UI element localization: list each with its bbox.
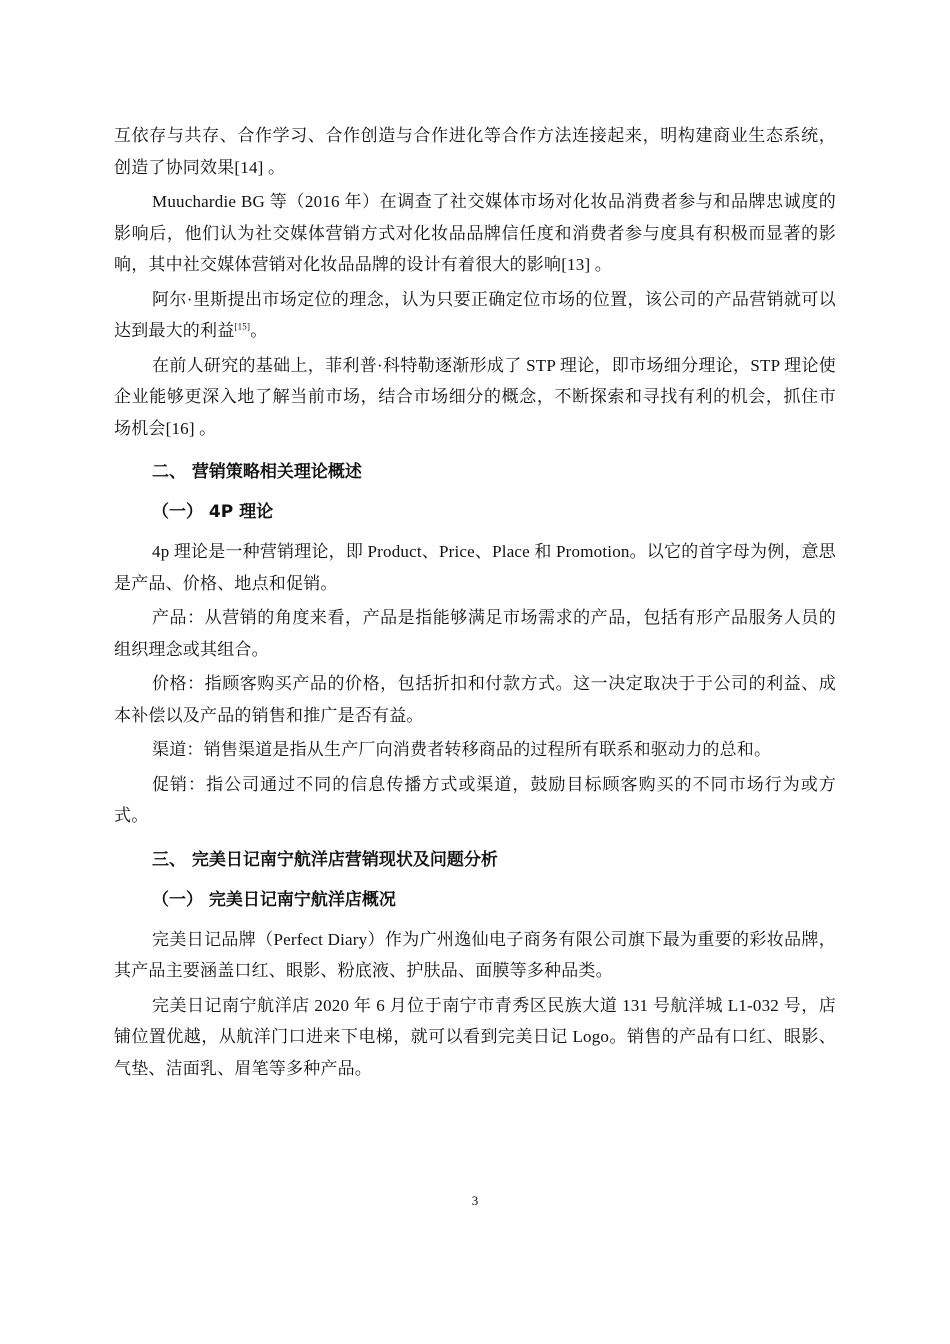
paragraph-store: 完美日记南宁航洋店 2020 年 6 月位于南宁市青秀区民族大道 131 号航洋城 L1-032 号，店铺位置优越，从航洋门口进来下电梯，就可以看到完美日记 Logo。销售的产品有口红、眼影、气垫、洁面乳、眉笔等多种产品。	[114, 995, 836, 1078]
positioning-text-end: 。	[250, 321, 268, 340]
section-heading-marketing-theory: 二、 营销策略相关理论概述	[152, 462, 362, 482]
citation-superscript: [15]	[234, 321, 251, 332]
paragraph-synergy: 互依存与共存、合作学习、合作创造与合作进化等合作方法连接起来，明构建商业生态系统，创造了协同效果[14] 。	[114, 126, 836, 177]
paragraph-positioning	[114, 284, 836, 347]
section-heading-store-analysis: 三、 完美日记南宁航洋店营销现状及问题分析	[152, 849, 498, 870]
paragraph-4p-intro: 4p 理论是一种营销理论，即 Product、Price、Place 和 Promotion。以它的首字母为例，意思是产品、价格、地点和促销。	[114, 542, 837, 593]
paragraph-place: 渠道：销售渠道是指从生产厂向消费者转移商品的过程所有联系和驱动力的总和。	[152, 740, 772, 759]
subheading-4p-theory: （一） 4P 理论	[152, 502, 274, 522]
paragraph-brand: 完美日记品牌（Perfect Diary）作为广州逸仙电子商务有限公司旗下最为重要的彩妆品牌，其产品主要涵盖口红、眼影、粉底液、护肤品、面膜等多种品类。	[114, 929, 836, 980]
paragraph-price: 价格：指顾客购买产品的价格，包括折扣和付款方式。这一决定取决于于公司的利益、成本补偿以及产品的销售和推广是否有益。	[114, 674, 836, 725]
page-number: 3	[471, 1193, 479, 1208]
paragraph-product: 产品：从营销的角度来看，产品是指能够满足市场需求的产品，包括有形产品服务人员的组织理念或其组合。	[114, 608, 836, 659]
paragraph-social-media: Muuchardie BG 等（2016 年）在调查了社交媒体市场对化妆品消费者参与和品牌忠诚度的影响后，他们认为社交媒体营销方式对化妆品品牌信任度和消费者参与度具有积极而显著的影响，其中社交媒体营销对化妆品品牌的设计有着很大的影响[13] 。	[114, 192, 836, 274]
paragraph-promotion: 促销：指公司通过不同的信息传播方式或渠道，鼓励目标顾客购买的不同市场行为或方式。	[114, 774, 836, 825]
positioning-text: 阿尔·里斯提出市场定位的理念，认为只要正确定位市场的位置，该公司的产品营销就可以达到最大的利益	[114, 289, 836, 340]
page-content	[114, 120, 836, 1087]
subheading-store-overview: （一） 完美日记南宁航洋店概况	[152, 889, 396, 910]
paragraph-stp: 在前人研究的基础上，菲利普·科特勒逐渐形成了 STP 理论，即市场细分理论，STP 理论使企业能够更深入地了解当前市场，结合市场细分的概念，不断探索和寻找有利的机会，抓住市场机会[16] 。	[114, 355, 836, 438]
